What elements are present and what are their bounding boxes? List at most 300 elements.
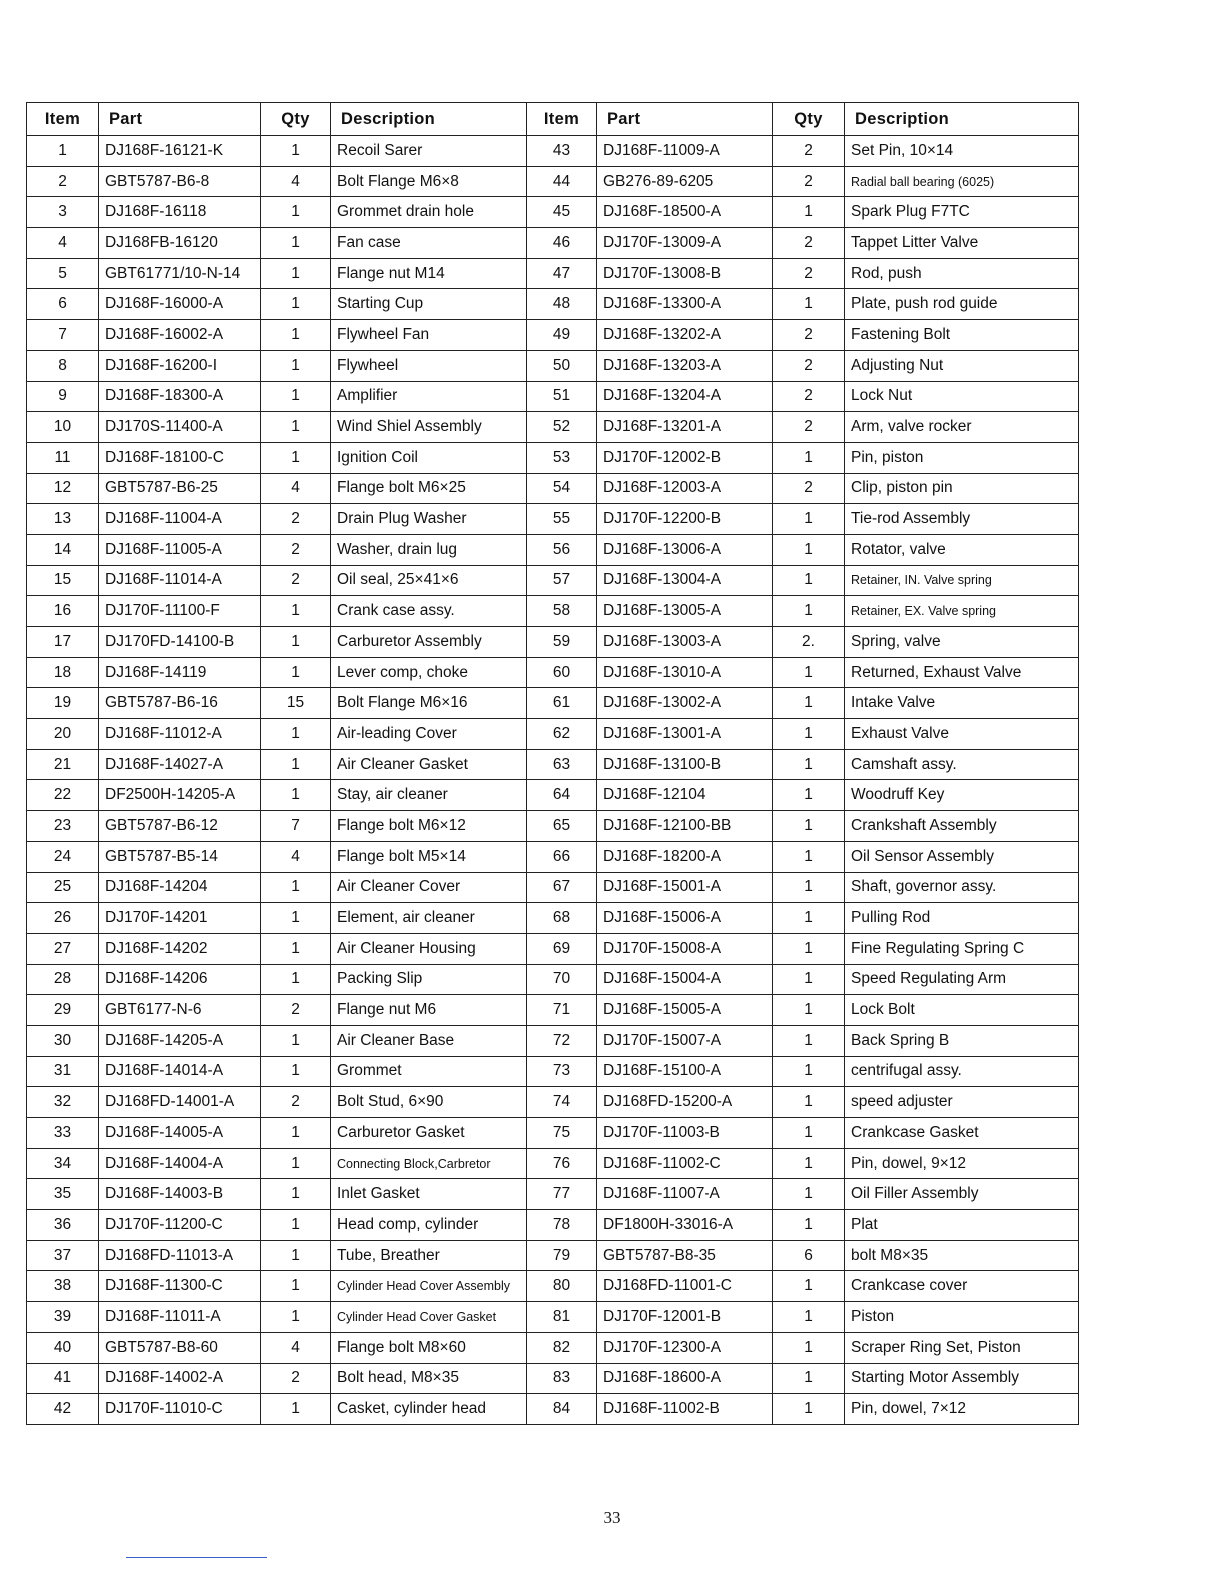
cell-qty-left: 1: [261, 1025, 331, 1056]
cell-qty-right: 1: [773, 1118, 845, 1149]
cell-item-left: 8: [27, 350, 99, 381]
cell-qty-left: 1: [261, 627, 331, 658]
cell-part-left: DJ168F-14119: [99, 657, 261, 688]
cell-description-right: Crankshaft Assembly: [845, 811, 1079, 842]
table-row: [27, 1332, 1079, 1363]
cell-part-right: DJ170F-15007-A: [597, 1025, 773, 1056]
table-row: [27, 258, 1079, 289]
cell-description-left: Flywheel Fan: [331, 320, 527, 351]
cell-item-right: 69: [527, 933, 597, 964]
table-row: [27, 289, 1079, 320]
cell-part-right: DJ168F-13002-A: [597, 688, 773, 719]
table-row: [27, 1179, 1079, 1210]
cell-part-left: DJ168F-11300-C: [99, 1271, 261, 1302]
cell-qty-left: 1: [261, 258, 331, 289]
cell-part-left: GBT5787-B8-60: [99, 1332, 261, 1363]
cell-description-right: Plat: [845, 1210, 1079, 1241]
cell-part-left: DJ168F-14205-A: [99, 1025, 261, 1056]
cell-qty-left: 1: [261, 1056, 331, 1087]
cell-part-left: DJ168F-14202: [99, 933, 261, 964]
table-row: [27, 197, 1079, 228]
table-row: [27, 995, 1079, 1026]
cell-item-left: 23: [27, 811, 99, 842]
cell-description-right: Shaft, governor assy.: [845, 872, 1079, 903]
cell-part-right: DJ168F-11009-A: [597, 136, 773, 167]
table-row: [27, 1271, 1079, 1302]
cell-part-right: DJ168F-12104: [597, 780, 773, 811]
cell-part-left: GBT5787-B6-12: [99, 811, 261, 842]
cell-qty-left: 1: [261, 1148, 331, 1179]
cell-item-right: 45: [527, 197, 597, 228]
cell-description-left: Flange bolt M6×25: [331, 473, 527, 504]
cell-description-left: Stay, air cleaner: [331, 780, 527, 811]
cell-qty-right: 1: [773, 1332, 845, 1363]
cell-part-right: DJ168FD-11001-C: [597, 1271, 773, 1302]
cell-description-left: Flange bolt M8×60: [331, 1332, 527, 1363]
cell-part-left: DJ168F-11011-A: [99, 1302, 261, 1333]
cell-part-left: DJ170F-11200-C: [99, 1210, 261, 1241]
cell-part-right: DJ168F-18500-A: [597, 197, 773, 228]
cell-item-right: 50: [527, 350, 597, 381]
cell-description-left: Connecting Block,Carbretor: [331, 1148, 527, 1179]
cell-item-right: 78: [527, 1210, 597, 1241]
cell-qty-right: 1: [773, 657, 845, 688]
cell-qty-left: 1: [261, 657, 331, 688]
cell-part-right: DJ168F-11002-B: [597, 1394, 773, 1425]
cell-qty-right: 1: [773, 289, 845, 320]
cell-qty-right: 1: [773, 1302, 845, 1333]
cell-qty-right: 1: [773, 811, 845, 842]
cell-description-right: Intake Valve: [845, 688, 1079, 719]
cell-item-right: 77: [527, 1179, 597, 1210]
cell-qty-left: 1: [261, 350, 331, 381]
cell-item-left: 26: [27, 903, 99, 934]
header-description-left: Description: [331, 103, 527, 136]
cell-qty-left: 15: [261, 688, 331, 719]
cell-description-left: Ignition Coil: [331, 442, 527, 473]
table-row: [27, 381, 1079, 412]
cell-part-right: GBT5787-B8-35: [597, 1240, 773, 1271]
cell-qty-right: 1: [773, 534, 845, 565]
cell-description-left: Bolt Stud, 6×90: [331, 1087, 527, 1118]
cell-qty-left: 2: [261, 534, 331, 565]
cell-item-right: 75: [527, 1118, 597, 1149]
table-row: [27, 504, 1079, 535]
cell-description-right: Oil Filler Assembly: [845, 1179, 1079, 1210]
cell-item-right: 71: [527, 995, 597, 1026]
cell-part-right: DJ170F-13008-B: [597, 258, 773, 289]
table-row: [27, 1302, 1079, 1333]
cell-description-right: Pulling Rod: [845, 903, 1079, 934]
cell-part-right: DJ168F-13203-A: [597, 350, 773, 381]
cell-item-left: 14: [27, 534, 99, 565]
cell-qty-left: 2: [261, 504, 331, 535]
cell-qty-left: 1: [261, 1271, 331, 1302]
cell-qty-left: 4: [261, 473, 331, 504]
header-item-right: Item: [527, 103, 597, 136]
cell-qty-left: 2: [261, 995, 331, 1026]
cell-description-left: Carburetor Assembly: [331, 627, 527, 658]
cell-part-left: DJ168F-18100-C: [99, 442, 261, 473]
cell-part-left: DJ168F-14003-B: [99, 1179, 261, 1210]
cell-part-right: DJ168F-13005-A: [597, 596, 773, 627]
cell-part-right: DJ168F-15004-A: [597, 964, 773, 995]
cell-qty-left: 1: [261, 412, 331, 443]
cell-description-right: Tappet Litter Valve: [845, 228, 1079, 259]
cell-part-left: DJ168F-16200-I: [99, 350, 261, 381]
table-row: [27, 534, 1079, 565]
cell-qty-right: 2: [773, 381, 845, 412]
cell-item-right: 54: [527, 473, 597, 504]
cell-item-right: 51: [527, 381, 597, 412]
cell-item-left: 18: [27, 657, 99, 688]
cell-item-right: 80: [527, 1271, 597, 1302]
table-row: [27, 1210, 1079, 1241]
cell-item-left: 35: [27, 1179, 99, 1210]
cell-description-right: Spring, valve: [845, 627, 1079, 658]
cell-qty-left: 1: [261, 903, 331, 934]
cell-part-right: DJ168F-15005-A: [597, 995, 773, 1026]
cell-description-right: Fine Regulating Spring C: [845, 933, 1079, 964]
cell-description-left: Tube, Breather: [331, 1240, 527, 1271]
cell-item-right: 81: [527, 1302, 597, 1333]
cell-description-left: Washer, drain lug: [331, 534, 527, 565]
header-part-right: Part: [597, 103, 773, 136]
cell-part-right: DJ170F-12200-B: [597, 504, 773, 535]
cell-description-right: Pin, dowel, 9×12: [845, 1148, 1079, 1179]
cell-part-left: DJ168F-11005-A: [99, 534, 261, 565]
cell-part-left: DJ168F-14206: [99, 964, 261, 995]
table-row: [27, 350, 1079, 381]
cell-description-right: Spark Plug F7TC: [845, 197, 1079, 228]
header-qty-right: Qty: [773, 103, 845, 136]
cell-qty-left: 1: [261, 719, 331, 750]
cell-part-right: DJ170F-12002-B: [597, 442, 773, 473]
cell-qty-right: 2: [773, 412, 845, 443]
cell-item-right: 48: [527, 289, 597, 320]
cell-item-left: 19: [27, 688, 99, 719]
cell-part-left: GBT6177-N-6: [99, 995, 261, 1026]
cell-item-left: 41: [27, 1363, 99, 1394]
cell-description-right: Starting Motor Assembly: [845, 1363, 1079, 1394]
cell-description-left: Drain Plug Washer: [331, 504, 527, 535]
cell-part-left: DJ168F-14014-A: [99, 1056, 261, 1087]
cell-item-right: 66: [527, 841, 597, 872]
cell-qty-left: 1: [261, 320, 331, 351]
cell-item-right: 74: [527, 1087, 597, 1118]
cell-part-left: DJ168F-16002-A: [99, 320, 261, 351]
cell-part-left: DJ168F-14027-A: [99, 749, 261, 780]
cell-part-right: DJ168F-13001-A: [597, 719, 773, 750]
table-row: [27, 136, 1079, 167]
cell-qty-left: 1: [261, 964, 331, 995]
table-row: [27, 657, 1079, 688]
cell-qty-left: 1: [261, 933, 331, 964]
table-row: [27, 565, 1079, 596]
cell-item-right: 67: [527, 872, 597, 903]
cell-item-left: 17: [27, 627, 99, 658]
cell-item-right: 82: [527, 1332, 597, 1363]
cell-qty-right: 2: [773, 136, 845, 167]
cell-description-left: Flywheel: [331, 350, 527, 381]
header-part-left: Part: [99, 103, 261, 136]
cell-description-right: Crankcase cover: [845, 1271, 1079, 1302]
header-description-right: Description: [845, 103, 1079, 136]
cell-qty-left: 7: [261, 811, 331, 842]
cell-item-left: 34: [27, 1148, 99, 1179]
cell-qty-left: 2: [261, 1087, 331, 1118]
cell-part-right: DJ168F-13006-A: [597, 534, 773, 565]
cell-part-left: DJ170F-11010-C: [99, 1394, 261, 1425]
cell-qty-right: 6: [773, 1240, 845, 1271]
cell-item-left: 20: [27, 719, 99, 750]
cell-qty-right: 1: [773, 903, 845, 934]
cell-qty-right: 1: [773, 1210, 845, 1241]
cell-qty-left: 1: [261, 1302, 331, 1333]
cell-description-right: Fastening Bolt: [845, 320, 1079, 351]
cell-part-right: DJ168F-12003-A: [597, 473, 773, 504]
table-row: [27, 841, 1079, 872]
cell-part-right: DJ168F-11002-C: [597, 1148, 773, 1179]
cell-item-right: 70: [527, 964, 597, 995]
cell-description-right: Camshaft assy.: [845, 749, 1079, 780]
cell-item-left: 30: [27, 1025, 99, 1056]
cell-part-left: DJ168F-14002-A: [99, 1363, 261, 1394]
cell-item-right: 64: [527, 780, 597, 811]
cell-part-right: DJ168FD-15200-A: [597, 1087, 773, 1118]
table-row: [27, 596, 1079, 627]
cell-description-right: Adjusting Nut: [845, 350, 1079, 381]
cell-description-right: Scraper Ring Set, Piston: [845, 1332, 1079, 1363]
cell-description-left: Air Cleaner Gasket: [331, 749, 527, 780]
cell-part-right: DJ170F-13009-A: [597, 228, 773, 259]
cell-qty-left: 4: [261, 841, 331, 872]
cell-qty-left: 1: [261, 197, 331, 228]
cell-description-left: Oil seal, 25×41×6: [331, 565, 527, 596]
cell-description-left: Fan case: [331, 228, 527, 259]
cell-part-left: DJ168F-18300-A: [99, 381, 261, 412]
cell-description-left: Starting Cup: [331, 289, 527, 320]
table-row: [27, 1118, 1079, 1149]
cell-item-right: 76: [527, 1148, 597, 1179]
cell-qty-left: 1: [261, 1118, 331, 1149]
cell-item-left: 27: [27, 933, 99, 964]
cell-part-right: DJ170F-15008-A: [597, 933, 773, 964]
cell-part-right: DJ168F-15100-A: [597, 1056, 773, 1087]
cell-item-left: 15: [27, 565, 99, 596]
cell-qty-left: 1: [261, 780, 331, 811]
cell-qty-right: 1: [773, 780, 845, 811]
cell-part-left: DJ168F-16121-K: [99, 136, 261, 167]
cell-description-left: Air Cleaner Base: [331, 1025, 527, 1056]
table-row: [27, 811, 1079, 842]
cell-part-right: DJ170F-12300-A: [597, 1332, 773, 1363]
cell-qty-left: 1: [261, 228, 331, 259]
table-row: [27, 1363, 1079, 1394]
cell-description-right: Exhaust Valve: [845, 719, 1079, 750]
cell-part-left: GBT61771/10-N-14: [99, 258, 261, 289]
cell-part-right: DJ168F-13010-A: [597, 657, 773, 688]
cell-part-right: DJ168F-13300-A: [597, 289, 773, 320]
cell-description-left: Grommet drain hole: [331, 197, 527, 228]
cell-qty-right: 1: [773, 1363, 845, 1394]
cell-qty-right: 1: [773, 1056, 845, 1087]
cell-part-right: DJ168F-13003-A: [597, 627, 773, 658]
table-row: [27, 933, 1079, 964]
cell-part-left: DJ170S-11400-A: [99, 412, 261, 443]
table-row: [27, 627, 1079, 658]
cell-qty-left: 2: [261, 565, 331, 596]
cell-qty-right: 1: [773, 197, 845, 228]
cell-part-left: DJ168FD-11013-A: [99, 1240, 261, 1271]
cell-description-left: Flange bolt M6×12: [331, 811, 527, 842]
cell-description-left: Recoil Sarer: [331, 136, 527, 167]
cell-qty-right: 2: [773, 258, 845, 289]
cell-description-left: Lever comp, choke: [331, 657, 527, 688]
table-row: [27, 412, 1079, 443]
cell-item-right: 79: [527, 1240, 597, 1271]
cell-item-right: 84: [527, 1394, 597, 1425]
cell-qty-left: 1: [261, 136, 331, 167]
cell-part-left: DJ168F-16118: [99, 197, 261, 228]
cell-item-left: 32: [27, 1087, 99, 1118]
cell-qty-right: 1: [773, 688, 845, 719]
cell-part-right: DJ168F-13100-B: [597, 749, 773, 780]
cell-description-right: Returned, Exhaust Valve: [845, 657, 1079, 688]
cell-description-left: Crank case assy.: [331, 596, 527, 627]
cell-qty-left: 1: [261, 442, 331, 473]
cell-description-left: Grommet: [331, 1056, 527, 1087]
cell-part-right: DJ168F-18200-A: [597, 841, 773, 872]
cell-part-left: DJ168FD-14001-A: [99, 1087, 261, 1118]
cell-description-right: Arm, valve rocker: [845, 412, 1079, 443]
cell-part-left: DJ168F-14004-A: [99, 1148, 261, 1179]
cell-qty-left: 1: [261, 1394, 331, 1425]
cell-qty-right: 1: [773, 1394, 845, 1425]
cell-item-left: 33: [27, 1118, 99, 1149]
table-row: [27, 166, 1079, 197]
cell-description-right: Piston: [845, 1302, 1079, 1333]
cell-item-left: 40: [27, 1332, 99, 1363]
cell-qty-right: 1: [773, 841, 845, 872]
cell-qty-left: 4: [261, 1332, 331, 1363]
cell-item-right: 56: [527, 534, 597, 565]
cell-part-left: DJ168FB-16120: [99, 228, 261, 259]
cell-item-left: 37: [27, 1240, 99, 1271]
cell-item-left: 31: [27, 1056, 99, 1087]
cell-item-right: 63: [527, 749, 597, 780]
cell-item-left: 11: [27, 442, 99, 473]
table-row: [27, 719, 1079, 750]
cell-qty-right: 1: [773, 1087, 845, 1118]
cell-qty-right: 2: [773, 166, 845, 197]
cell-item-right: 60: [527, 657, 597, 688]
header-row: [27, 103, 1079, 136]
cell-qty-left: 1: [261, 596, 331, 627]
cell-description-right: Rotator, valve: [845, 534, 1079, 565]
cell-item-left: 4: [27, 228, 99, 259]
cell-description-right: Retainer, EX. Valve spring: [845, 596, 1079, 627]
cell-description-right: Tie-rod Assembly: [845, 504, 1079, 535]
cell-part-right: DJ168F-12100-BB: [597, 811, 773, 842]
cell-item-left: 24: [27, 841, 99, 872]
cell-description-left: Packing Slip: [331, 964, 527, 995]
cell-description-right: Rod, push: [845, 258, 1079, 289]
cell-part-left: DJ170FD-14100-B: [99, 627, 261, 658]
table-header: [27, 103, 1079, 136]
cell-qty-right: 2: [773, 228, 845, 259]
table-row: [27, 1056, 1079, 1087]
cell-qty-right: 1: [773, 872, 845, 903]
cell-part-left: GBT5787-B6-25: [99, 473, 261, 504]
cell-item-right: 68: [527, 903, 597, 934]
cell-description-left: Flange nut M6: [331, 995, 527, 1026]
table-row: [27, 903, 1079, 934]
cell-qty-right: 2.: [773, 627, 845, 658]
cell-part-left: DJ168F-16000-A: [99, 289, 261, 320]
cell-qty-right: 1: [773, 442, 845, 473]
cell-item-right: 44: [527, 166, 597, 197]
cell-part-right: DJ170F-11003-B: [597, 1118, 773, 1149]
cell-item-right: 73: [527, 1056, 597, 1087]
cell-qty-left: 1: [261, 872, 331, 903]
cell-part-left: GBT5787-B5-14: [99, 841, 261, 872]
cell-qty-right: 1: [773, 1025, 845, 1056]
cell-description-right: Lock Nut: [845, 381, 1079, 412]
table-row: [27, 688, 1079, 719]
cell-item-left: 29: [27, 995, 99, 1026]
table-row: [27, 964, 1079, 995]
cell-item-right: 52: [527, 412, 597, 443]
cell-qty-right: 2: [773, 320, 845, 351]
cell-item-left: 7: [27, 320, 99, 351]
cell-description-right: Plate, push rod guide: [845, 289, 1079, 320]
cell-part-left: DF2500H-14205-A: [99, 780, 261, 811]
cell-qty-left: 2: [261, 1363, 331, 1394]
cell-part-left: DJ170F-14201: [99, 903, 261, 934]
cell-description-left: Air Cleaner Cover: [331, 872, 527, 903]
cell-part-right: DJ168F-13201-A: [597, 412, 773, 443]
parts-table: [26, 102, 1079, 1425]
cell-description-right: Radial ball bearing (6025): [845, 166, 1079, 197]
cell-part-right: DJ168F-18600-A: [597, 1363, 773, 1394]
cell-description-left: Wind Shiel Assembly: [331, 412, 527, 443]
cell-description-left: Flange bolt M5×14: [331, 841, 527, 872]
cell-qty-right: 2: [773, 350, 845, 381]
cell-qty-right: 1: [773, 1271, 845, 1302]
cell-item-right: 59: [527, 627, 597, 658]
cell-qty-left: 1: [261, 1210, 331, 1241]
cell-qty-right: 1: [773, 565, 845, 596]
table-row: [27, 1025, 1079, 1056]
cell-item-left: 3: [27, 197, 99, 228]
cell-qty-right: 1: [773, 749, 845, 780]
cell-item-left: 28: [27, 964, 99, 995]
cell-item-left: 42: [27, 1394, 99, 1425]
cell-description-left: Amplifier: [331, 381, 527, 412]
cell-qty-left: 1: [261, 1240, 331, 1271]
cell-qty-left: 1: [261, 289, 331, 320]
cell-qty-right: 2: [773, 473, 845, 504]
cell-qty-right: 1: [773, 719, 845, 750]
cell-qty-right: 1: [773, 964, 845, 995]
cell-part-right: DF1800H-33016-A: [597, 1210, 773, 1241]
cell-description-right: Clip, piston pin: [845, 473, 1079, 504]
header-item-left: Item: [27, 103, 99, 136]
table-row: [27, 1240, 1079, 1271]
cell-qty-right: 1: [773, 933, 845, 964]
cell-item-left: 13: [27, 504, 99, 535]
